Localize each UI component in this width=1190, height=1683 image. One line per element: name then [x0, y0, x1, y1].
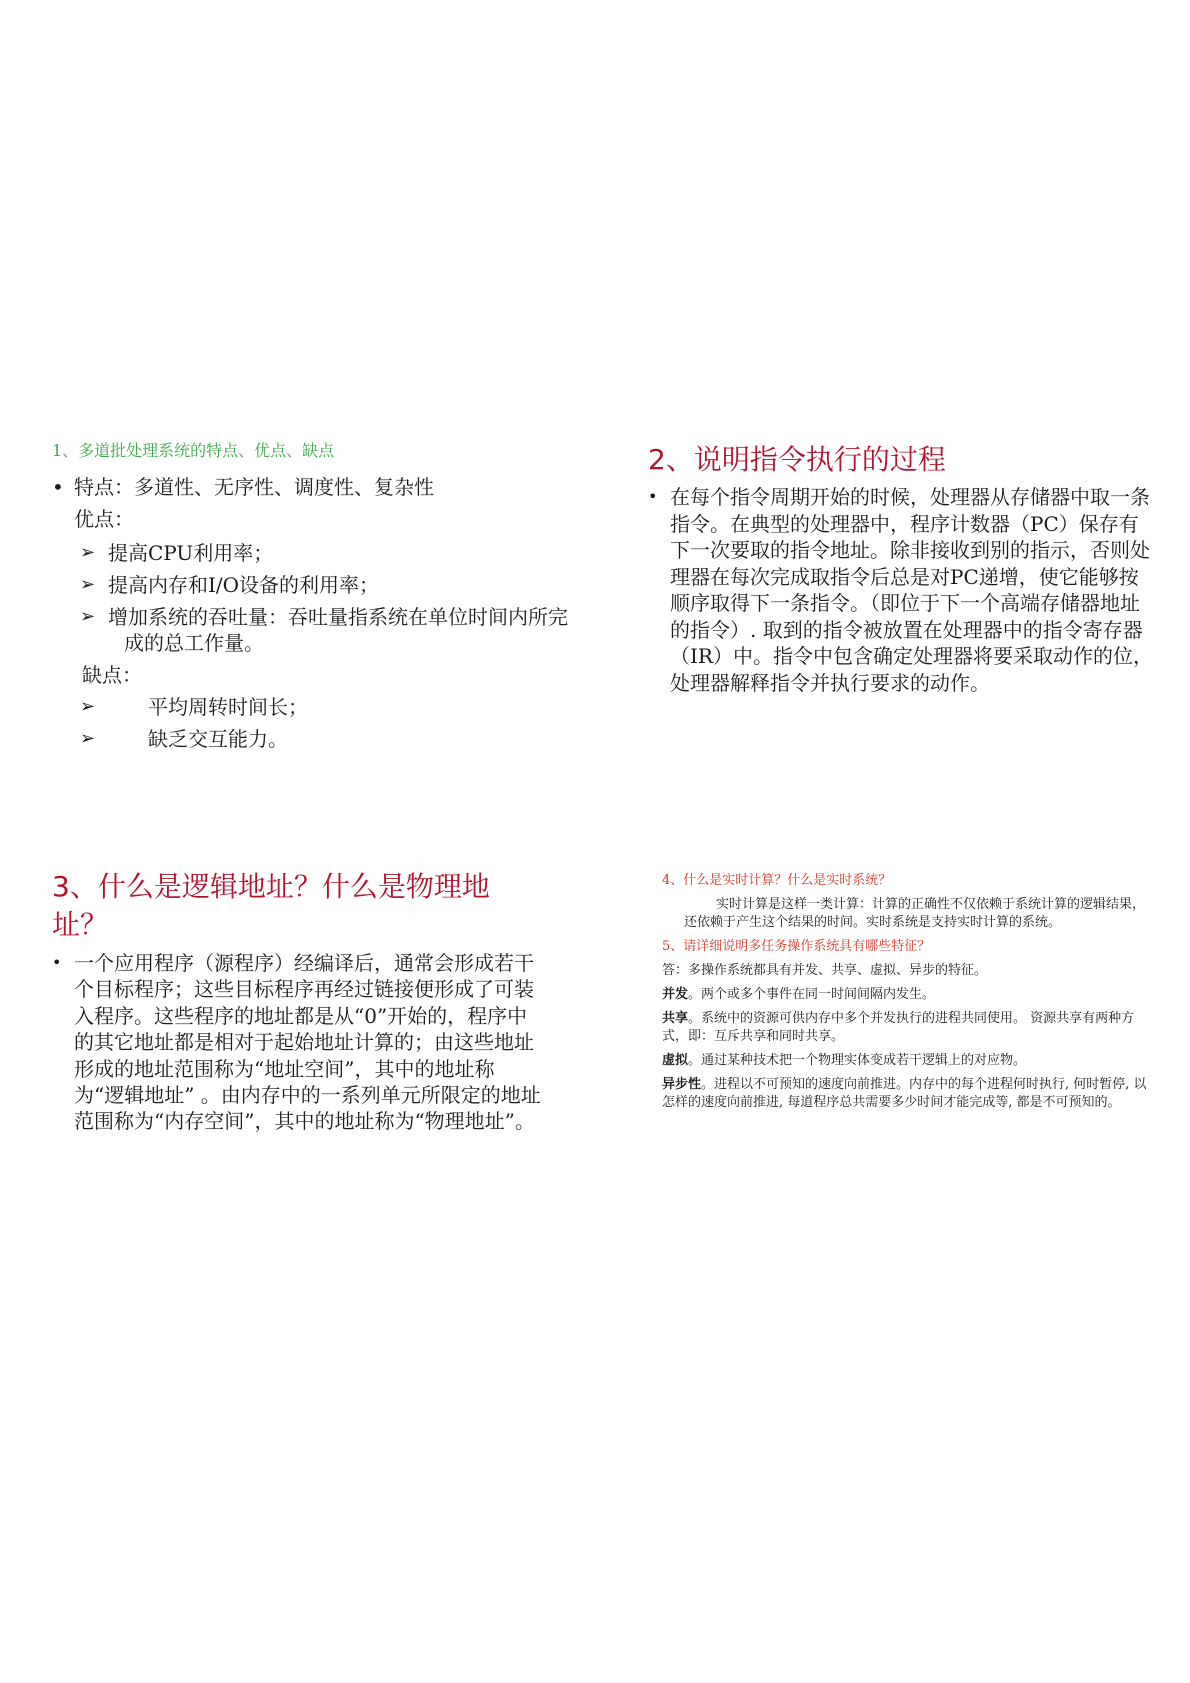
- answer-4: 实时计算是这样一类计算：计算的正确性不仅依赖于系统计算的逻辑结果，还依赖于产生这个结果的时间。实时系统是支持实时计算的系统。: [684, 897, 1146, 930]
- feature-sharing: [662, 1010, 1152, 1046]
- panel2-body: [648, 484, 1158, 696]
- arrow-bullet-icon: ➢: [80, 696, 96, 717]
- arrow-bullet-icon: ➢: [80, 728, 96, 749]
- feature-concurrency: [662, 986, 1152, 1004]
- feature-term: 异步性: [662, 1077, 702, 1092]
- arrow-bullet-icon: ➢: [80, 606, 96, 627]
- pros-item-text: 提高内存和I/O设备的利用率；: [108, 573, 380, 597]
- pros-item: [52, 572, 572, 598]
- bullet-icon: •: [52, 953, 62, 972]
- feature-term: 共享: [662, 1011, 689, 1026]
- cons-item: [52, 692, 572, 722]
- pros-label: 优点：: [74, 507, 134, 531]
- panel3-body-text: 一个应用程序（源程序）经编译后，通常会形成若干个目标程序；这些目标程序再经过链接便形成了可装入程序。这些程序的地址都是从“0”开始的，程序中的其它地址都是相对于起始地址计算的；由这些地址形成的地址范围称为“地址空间”，其中的地址称为“逻辑地址” 。由内存中的一系列单元所限定的地址范围称为“内存空间”，其中的地址称为“物理地址”。: [74, 951, 541, 1134]
- panel3-title: 3、什么是逻辑地址？什么是物理地址？: [52, 870, 490, 941]
- pros-item: [52, 540, 572, 566]
- feature-async: [662, 1076, 1152, 1112]
- pros-item-text: 增加系统的吞吐量：吞吐量指系统在单位时间内所完成的总工作量。: [108, 605, 568, 655]
- features-line: [52, 472, 572, 502]
- pros-item-text: 提高CPU利用率；: [108, 541, 274, 565]
- bullet-icon: •: [648, 487, 658, 506]
- panel2-body-text: 在每个指令周期开始的时候，处理器从存储器中取一条指令。在典型的处理器中，程序计数器（PC）保存有下一次要取的指令地址。除非接收到别的指示，否则处理器在每次完成取指令后总是对PC递增，使它能够按顺序取得下一条指令。（即位于下一个高端存储器地址的指令）. 取到的指令被放置在处理器中的指令寄存器（IR）中。指令中包含确定处理器将要采取动作的位，处理器解释指令并执行要求的动作。: [670, 485, 1153, 695]
- cons-label: 缺点：: [82, 663, 142, 687]
- features-text: 特点：多道性、无序性、调度性、复杂性: [74, 475, 434, 499]
- bullet-icon: •: [52, 475, 64, 499]
- feature-desc: 。两个或多个事件在同一时间间隔内发生。: [688, 987, 936, 1002]
- pros-item: [52, 604, 572, 656]
- cons-item-text: 缺乏交互能力。: [148, 727, 288, 751]
- feature-term: 并发: [662, 987, 689, 1002]
- feature-desc: 。通过某种技术把一个物理实体变成若干逻辑上的对应物。: [688, 1053, 1027, 1068]
- answer-5-intro: 答：多操作系统都具有并发、共享、虚拟、异步的特征。: [662, 963, 988, 978]
- slide-panel-2: [648, 442, 1158, 696]
- cons-item-text: 平均周转时间长；: [148, 695, 308, 719]
- slide-panel-1: [52, 440, 572, 754]
- feature-virtual: [662, 1052, 1152, 1070]
- panel1-title: 1、多道批处理系统的特点、优点、缺点: [52, 441, 335, 460]
- cons-item: [52, 724, 572, 754]
- feature-desc: 。进程以不可预知的速度向前推进。内存中的每个进程何时执行, 何时暂停, 以怎样的速度向前推进, 每道程序总共需要多少时间才能完成等, 都是不可预知的。: [662, 1077, 1147, 1110]
- arrow-bullet-icon: ➢: [80, 574, 96, 595]
- feature-desc: 。系统中的资源可供内存中多个并发执行的进程共同使用。 资源共享有两种方式，即：互斥共享和同时共享。: [662, 1011, 1135, 1044]
- feature-term: 虚拟: [662, 1053, 689, 1068]
- panel3-body: [52, 950, 542, 1135]
- question-5: 5、请详细说明多任务操作系统具有哪些特征？: [662, 939, 931, 954]
- slide-panel-3: [52, 868, 542, 1135]
- arrow-bullet-icon: ➢: [80, 542, 96, 563]
- question-4: 4、什么是实时计算？什么是实时系统？: [662, 873, 892, 888]
- slide-panel-4: [662, 872, 1152, 1118]
- panel2-title: 2、说明指令执行的过程: [648, 443, 946, 476]
